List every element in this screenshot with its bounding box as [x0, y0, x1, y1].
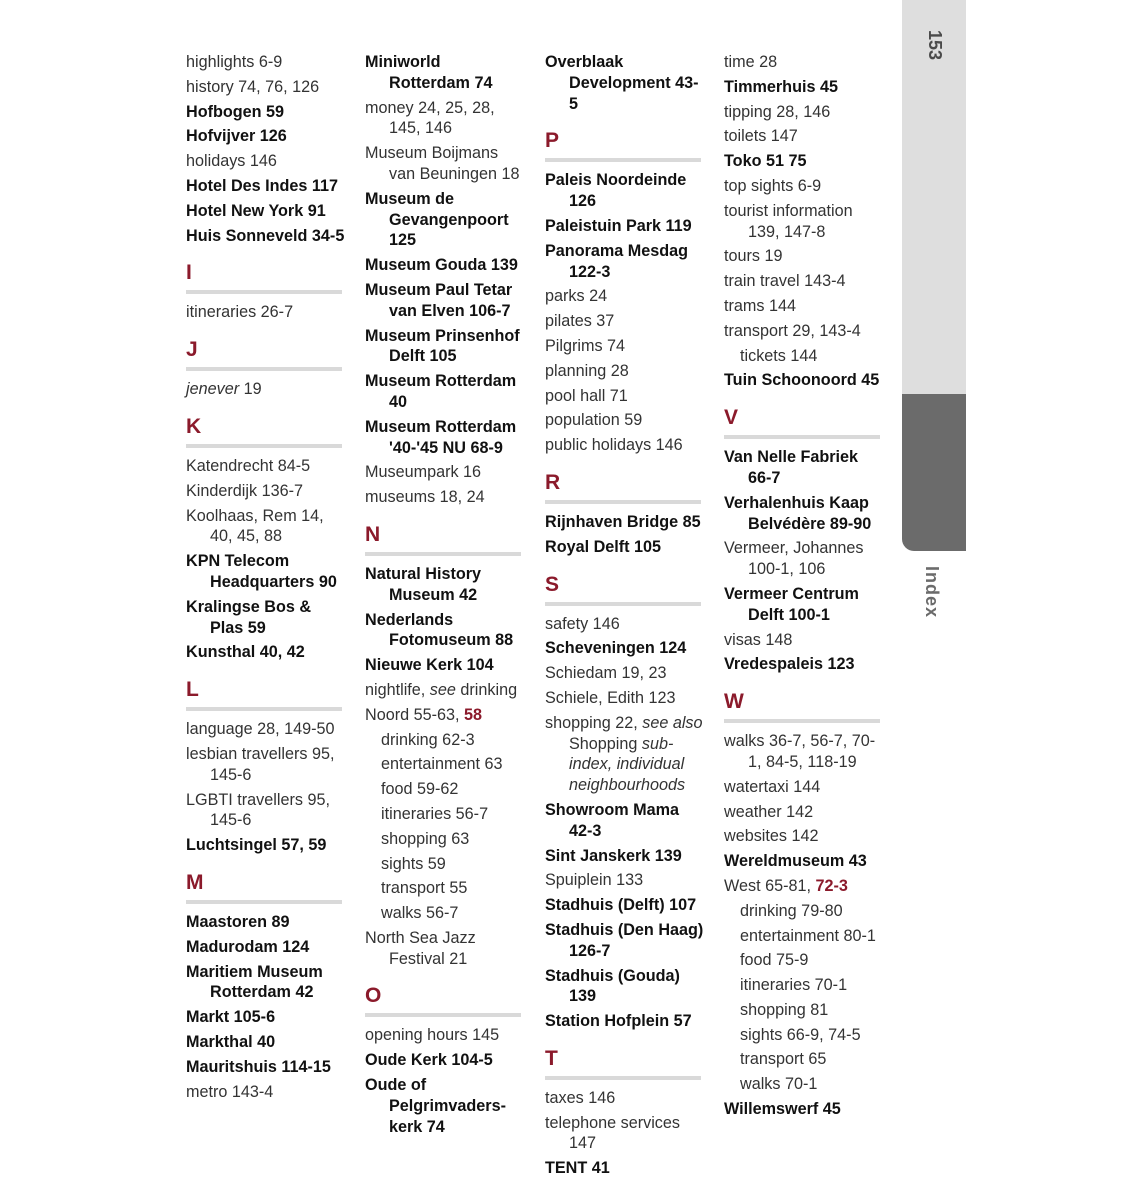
index-entry [365, 730, 525, 751]
index-entry-part: Paleistuin Park 119 [545, 216, 692, 235]
index-entry [545, 1113, 705, 1155]
index-entry [545, 663, 705, 684]
index-entry-part: Schiele, Edith 123 [545, 688, 676, 707]
index-entry-part: Shopping [569, 734, 642, 753]
section-label: Index [922, 565, 942, 618]
index-entry-part: toilets 147 [724, 127, 798, 146]
index-entry [186, 77, 346, 98]
index-entry [545, 638, 705, 659]
index-entry [724, 975, 884, 996]
index-entry-part: Museumpark 16 [365, 463, 482, 482]
index-entry-part: Hotel New York 91 [186, 201, 326, 220]
index-entry [545, 846, 705, 867]
index-entry [724, 1074, 884, 1095]
index-entry [545, 1088, 705, 1109]
index-entry-part: Tuin Schoonoord 45 [724, 371, 880, 390]
index-entry-part: Katendrecht 84-5 [186, 456, 311, 475]
index-entry-part: websites 142 [724, 827, 819, 846]
index-entry [724, 851, 884, 872]
index-entry [724, 876, 884, 897]
index-entry-part: entertainment 80-1 [740, 926, 876, 945]
index-entry-part: 19 [239, 380, 262, 399]
index-entry [724, 246, 884, 267]
index-entry [545, 1011, 705, 1032]
index-entry [545, 241, 705, 283]
index-entry [365, 564, 525, 606]
index-entry-part: pool hall 71 [545, 386, 628, 405]
index-entry [724, 950, 884, 971]
index-entry [365, 255, 525, 276]
index-entry-part: Maastoren 89 [186, 912, 290, 931]
index-letter-heading: R [545, 470, 701, 504]
index-entry-part: Royal Delft 105 [545, 537, 662, 556]
index-entry-part: Hotel Des Indes 117 [186, 176, 339, 195]
index-entry [724, 296, 884, 317]
index-entry [365, 371, 525, 413]
index-entry [724, 777, 884, 798]
index-entry [724, 584, 884, 626]
index-column-4 [724, 52, 884, 1124]
index-entry [186, 456, 346, 477]
index-entry-part: KPN Telecom Headquarters 90 [186, 552, 337, 591]
index-entry-part: pilates 37 [545, 312, 615, 331]
index-entry [365, 280, 525, 322]
index-entry-part: Kunsthal 40 [186, 643, 278, 662]
index-entry [186, 551, 346, 593]
index-entry-part: shopping 81 [740, 1000, 829, 1019]
index-letter-heading: L [186, 677, 342, 711]
index-entry [724, 77, 884, 98]
index-entry-part: Hofvijver 126 [186, 127, 287, 146]
index-entry [724, 1099, 884, 1120]
index-entry [724, 538, 884, 580]
index-entry-part: sub-index, individual neighbourhoods [569, 734, 686, 795]
index-entry [186, 790, 346, 832]
index-entry [365, 754, 525, 775]
index-entry [186, 962, 346, 1004]
index-entry [365, 705, 525, 726]
index-entry-part: Sint Janskerk 139 [545, 846, 682, 865]
index-entry-part: watertaxi 144 [724, 777, 821, 796]
index-entry [724, 52, 884, 73]
index-entry [545, 386, 705, 407]
index-entry [365, 1050, 525, 1071]
index-entry [186, 302, 346, 323]
index-entry-part: Museum Gouda 139 [365, 256, 518, 275]
index-entry-part: metro 143-4 [186, 1082, 274, 1101]
index-entry-part: Museum de Gevangenpoort 125 [365, 189, 509, 250]
index-entry [186, 1032, 346, 1053]
index-entry-part: food 75-9 [740, 951, 809, 970]
index-entry [186, 226, 346, 247]
index-entry-part: walks 56-7 [381, 904, 459, 923]
index-entry [545, 537, 705, 558]
index-entry [186, 912, 346, 933]
index-entry-part: West 65-81, [724, 876, 816, 895]
index-entry-part: safety 146 [545, 614, 620, 633]
index-entry-part: transport 55 [381, 879, 468, 898]
index-entry-part: see also [642, 713, 703, 732]
index-letter-heading: P [545, 128, 701, 162]
index-entry [365, 143, 525, 185]
index-entry [186, 1082, 346, 1103]
index-entry-part: entertainment 63 [381, 755, 503, 774]
index-entry [365, 779, 525, 800]
index-entry-part: Vermeer, Johannes 100-1, 106 [724, 539, 864, 579]
index-entry-part: train travel 143-4 [724, 272, 846, 291]
index-entry-part: Showroom Mama 42-3 [545, 800, 680, 840]
index-entry [186, 379, 346, 400]
index-column-3 [545, 52, 705, 1183]
index-entry-part: public holidays 146 [545, 436, 683, 455]
index-entry-part: holidays 146 [186, 152, 277, 171]
index-entry [724, 826, 884, 847]
index-entry-part: Huis Sonneveld 34-5 [186, 226, 345, 245]
index-entry [724, 271, 884, 292]
index-entry [365, 98, 525, 140]
index-entry-part: Vredespaleis 123 [724, 655, 855, 674]
index-entry-part: Willemswerf 45 [724, 1100, 841, 1119]
index-entry-part: Station Hofplein 57 [545, 1012, 692, 1031]
index-letter-heading: J [186, 337, 342, 371]
index-entry-part: North Sea Jazz Festival 21 [365, 928, 476, 968]
page-number: 153 [925, 29, 945, 61]
index-entry-part: Kinderdijk 136-7 [186, 481, 303, 500]
index-entry-part: opening hours 145 [365, 1026, 500, 1045]
index-entry [545, 920, 705, 962]
index-entry [724, 1000, 884, 1021]
index-letter-heading: N [365, 522, 521, 556]
index-entry-part: visas 148 [724, 630, 793, 649]
index-entry-part: food 59-62 [381, 780, 459, 799]
index-entry-part: Museum Rotterdam '40-'45 NU 68-9 [365, 417, 517, 457]
index-entry [545, 435, 705, 456]
index-entry-part: tourist information 139, 147-8 [724, 201, 853, 241]
index-entry-part: planning 28 [545, 361, 629, 380]
index-entry-part: history 74, 76, 126 [186, 77, 320, 96]
index-entry [186, 597, 346, 639]
index-entry-part: transport 65 [740, 1050, 827, 1069]
index-entry [365, 655, 525, 676]
index-entry-part: tipping 28, 146 [724, 102, 831, 121]
index-entry [724, 731, 884, 773]
index-entry [545, 170, 705, 212]
index-entry-part: 58 [463, 705, 482, 724]
index-entry [186, 506, 346, 548]
index-entry [724, 447, 884, 489]
index-entry-part: money 24, 25, 28, 145, 146 [365, 98, 495, 138]
index-entry [545, 713, 705, 796]
index-entry-part: Mauritshuis 114-15 [186, 1057, 331, 1076]
index-entry-part: tickets 144 [740, 346, 818, 365]
index-entry-part: 72-3 [815, 876, 848, 895]
index-entry-part: transport 29, 143-4 [724, 321, 861, 340]
index-entry [365, 1075, 525, 1137]
index-entry [545, 1158, 705, 1179]
index-entry [545, 895, 705, 916]
index-entry-part: Rijnhaven Bridge 85 [545, 512, 701, 531]
index-entry [186, 481, 346, 502]
index-entry-part: see [429, 680, 456, 699]
index-entry-part: Stadhuis (Delft) 107 [545, 896, 697, 915]
index-letter-heading: T [545, 1046, 701, 1080]
index-entry-part: sights 66-9, 74-5 [740, 1025, 861, 1044]
index-entry-part: Noord 55-63, [365, 705, 464, 724]
index-entry-part: drinking [455, 680, 518, 699]
index-entry [724, 126, 884, 147]
index-entry [365, 878, 525, 899]
index-entry [545, 216, 705, 237]
index-entry [724, 370, 884, 391]
index-letter-heading: O [365, 983, 521, 1017]
index-entry [545, 966, 705, 1008]
index-entry [724, 901, 884, 922]
index-entry [186, 719, 346, 740]
index-entry [545, 336, 705, 357]
index-entry-part: top sights 6-9 [724, 176, 822, 195]
index-entry [724, 321, 884, 342]
index-entry [545, 512, 705, 533]
index-entry-part: LGBTI travellers 95, 145-6 [186, 790, 330, 830]
index-entry-part: sights 59 [381, 854, 446, 873]
index-entry [365, 462, 525, 483]
index-entry-part: itineraries 70-1 [740, 976, 848, 995]
index-entry [365, 417, 525, 459]
index-entry [365, 804, 525, 825]
index-entry [724, 630, 884, 651]
index-entry [365, 928, 525, 970]
index-entry-part: , 42 [277, 643, 305, 662]
index-entry [724, 1025, 884, 1046]
index-letter-heading: W [724, 689, 880, 723]
index-entry-part: Wereldmuseum 43 [724, 852, 867, 871]
index-entry [186, 52, 346, 73]
index-entry [545, 311, 705, 332]
index-entry-part: Natural History Museum 42 [365, 564, 482, 604]
index-entry-part: nightlife, [365, 680, 430, 699]
index-entry-part: Museum Boijmans van Beuningen 18 [365, 144, 520, 183]
index-entry [724, 926, 884, 947]
index-entry [724, 654, 884, 675]
index-entry-part: Luchtsingel 57, 59 [186, 836, 327, 855]
index-letter-heading: S [545, 572, 701, 606]
index-entry [724, 493, 884, 535]
index-entry-part: TENT 41 [545, 1159, 610, 1178]
index-entry-part: population 59 [545, 411, 643, 430]
index-entry-part: Kralingse Bos & Plas 59 [186, 597, 312, 637]
index-entry-part: Hofbogen 59 [186, 102, 285, 121]
index-entry-part: Nederlands Fotomuseum 88 [365, 610, 514, 650]
index-column-1 [186, 52, 346, 1106]
index-entry-part: shopping 63 [381, 829, 470, 848]
index-entry [724, 201, 884, 243]
index-entry [545, 800, 705, 842]
index-entry [186, 201, 346, 222]
index-entry [186, 835, 346, 856]
index-entry-part: jenever [186, 380, 240, 399]
index-entry [724, 176, 884, 197]
index-entry-part: Oude Kerk 104-5 [365, 1051, 493, 1070]
index-entry-part: Stadhuis (Den Haag) 126-7 [545, 920, 704, 960]
index-entry-part: Vermeer Centrum Delft 100-1 [724, 584, 859, 624]
index-entry-part: lesbian travellers 95, 145-6 [186, 744, 335, 784]
index-letter-heading: M [186, 870, 342, 904]
index-entry-part: Paleis Noordeinde 126 [545, 171, 687, 211]
index-entry [365, 189, 525, 251]
index-entry [186, 937, 346, 958]
index-entry-part: itineraries 26-7 [186, 303, 294, 322]
index-entry [365, 326, 525, 368]
index-entry [186, 744, 346, 786]
index-entry [365, 680, 525, 701]
index-entry-part: drinking 62-3 [381, 730, 475, 749]
index-entry-part: museums 18, 24 [365, 488, 485, 507]
index-letter-heading: K [186, 414, 342, 448]
index-entry-part: Markt 105-6 [186, 1008, 276, 1027]
index-column-2 [365, 52, 525, 1141]
index-entry-part: drinking 79-80 [740, 901, 843, 920]
index-entry-part: Verhalenhuis Kaap Belvédère 89-90 [724, 493, 872, 533]
index-entry-part: Van Nelle Fabriek 66-7 [724, 448, 859, 487]
index-entry [186, 1057, 346, 1078]
index-entry [545, 361, 705, 382]
index-entry [545, 688, 705, 709]
index-entry-part: Museum Rotterdam 40 [365, 372, 517, 411]
index-entry-part: Stadhuis (Gouda) 139 [545, 966, 680, 1006]
index-entry [365, 1025, 525, 1046]
index-entry-part: taxes 146 [545, 1088, 616, 1107]
index-entry [724, 346, 884, 367]
index-entry [724, 151, 884, 172]
index-entry-part: Schiedam 19, 23 [545, 664, 667, 683]
index-entry-part: language 28, 149-50 [186, 720, 335, 739]
index-entry-part: Oude of Pelgrimvaders-kerk 74 [365, 1076, 506, 1136]
index-entry-part: Timmerhuis 45 [724, 77, 838, 96]
index-entry-part: highlights 6-9 [186, 53, 283, 71]
index-entry-part: Museum Paul Tetar van Elven 106-7 [365, 280, 513, 320]
index-entry-part: Overblaak Development 43-5 [545, 53, 699, 113]
section-tab [902, 394, 966, 551]
index-entry [365, 610, 525, 652]
index-entry [365, 487, 525, 508]
index-entry-part: Koolhaas, Rem 14, 40, 45, 88 [186, 506, 324, 546]
index-entry [545, 286, 705, 307]
index-entry [545, 870, 705, 891]
index-entry-part: Spuiplein 133 [545, 871, 644, 890]
index-entry-part: itineraries 56-7 [381, 804, 489, 823]
index-entry [545, 614, 705, 635]
index-entry-part: Museum Prinsenhof Delft 105 [365, 326, 520, 366]
index-entry-part: Maritiem Museum Rotterdam 42 [186, 962, 323, 1002]
index-entry-part: Markthal 40 [186, 1032, 276, 1051]
index-entry-part: Miniworld Rotterdam 74 [365, 53, 493, 92]
index-entry-part: tours 19 [724, 247, 783, 266]
index-entry [365, 52, 525, 94]
index-entry [545, 410, 705, 431]
index-entry [186, 126, 346, 147]
index-entry-part: telephone services 147 [545, 1113, 680, 1153]
index-entry [186, 1007, 346, 1028]
index-entry-part: walks 36-7, 56-7, 70-1, 84-5, 118-19 [724, 732, 876, 771]
index-entry [724, 1049, 884, 1070]
index-entry-part: time 28 [724, 53, 778, 71]
index-entry-part: Toko 51 75 [724, 152, 807, 171]
index-entry-part: shopping 22, [545, 713, 643, 732]
index-entry [365, 903, 525, 924]
index-entry [724, 102, 884, 123]
index-entry-part: parks 24 [545, 287, 608, 306]
index-entry [186, 151, 346, 172]
index-entry [186, 642, 346, 663]
index-letter-heading: I [186, 260, 342, 294]
index-entry-part: trams 144 [724, 296, 796, 315]
index-entry [545, 52, 705, 114]
index-entry [186, 102, 346, 123]
index-entry-part: weather 142 [724, 802, 814, 821]
index-entry [724, 802, 884, 823]
index-entry-part: Madurodam 124 [186, 937, 310, 956]
index-entry-part: Nieuwe Kerk 104 [365, 656, 494, 675]
index-entry-part: Panorama Mesdag 122-3 [545, 241, 689, 281]
index-entry [186, 176, 346, 197]
index-entry-part: Scheveningen 124 [545, 639, 687, 658]
index-letter-heading: V [724, 405, 880, 439]
index-entry-part: Pilgrims 74 [545, 336, 626, 355]
index-entry [365, 854, 525, 875]
index-entry [365, 829, 525, 850]
index-entry-part: walks 70-1 [740, 1075, 818, 1094]
